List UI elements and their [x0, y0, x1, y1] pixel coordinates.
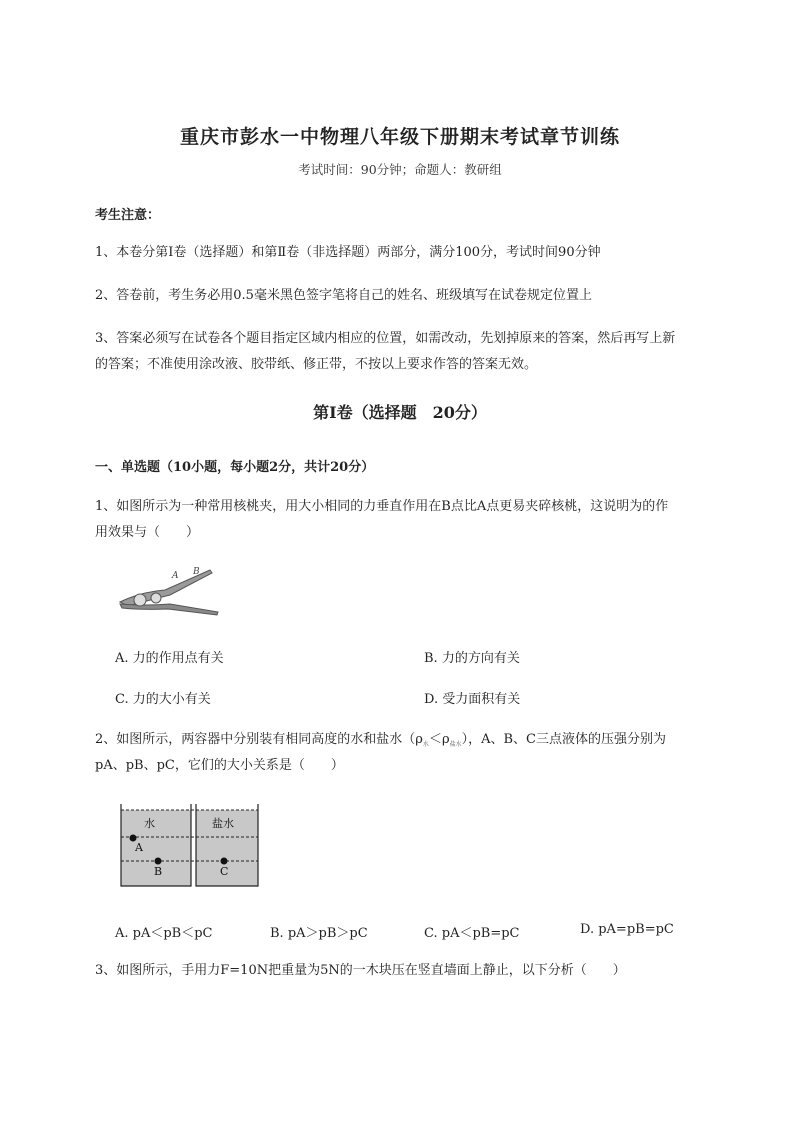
notice-item-3-cont: 的答案；不准使用涂改液、胶带纸、修正带，不按以上要求作答的答案无效。: [95, 357, 538, 372]
section-title: 第Ⅰ卷（选择题 20分）: [313, 403, 487, 422]
q1-option-d[interactable]: D. 受力面积有关: [424, 692, 521, 707]
point-c-label: C: [220, 865, 229, 878]
notice-heading: 考生注意：: [95, 208, 161, 223]
q2-stem-pre: 2、如图所示，两容器中分别装有相同高度的水和盐水（ρ: [95, 732, 423, 747]
question-type-heading: 一、单选题（10小题，每小题2分，共计20分）: [95, 460, 375, 475]
nutcracker-label-b: B: [193, 567, 200, 577]
q2-option-c[interactable]: C. pA＜pB=pC: [424, 926, 520, 941]
saltwater-label: 盐水: [212, 817, 234, 830]
q2-option-b[interactable]: B. pA＞pB＞pC: [270, 926, 368, 941]
q2-option-d[interactable]: D. pA=pB=pC: [580, 922, 674, 937]
point-a-label: A: [135, 841, 143, 854]
point-c-dot: [221, 858, 228, 865]
q1-stem-line2: 用效果与（ ）: [95, 525, 200, 540]
point-b-dot: [155, 858, 162, 865]
notice-item-1: 1、本卷分第Ⅰ卷（选择题）和第Ⅱ卷（非选择题）两部分，满分100分，考试时间90分钟: [95, 245, 601, 260]
water-label: 水: [144, 817, 155, 830]
q2-rho-salt: 盐水: [449, 741, 462, 748]
q2-stem-post: ），A、B、C三点液体的压强分别为: [461, 732, 666, 747]
q2-stem-mid: ＜ρ: [428, 732, 450, 747]
point-b-label: B: [154, 865, 163, 878]
containers-figure: [118, 800, 263, 890]
exam-info: 考试时间：90分钟；命题人：教研组: [298, 162, 502, 177]
q2-stem-line2: pA、pB、pC，它们的大小关系是（ ）: [95, 758, 344, 773]
page-title: 重庆市彭水一中物理八年级下册期末考试章节训练: [179, 126, 620, 148]
notice-item-2: 2、答卷前，考生务必用0.5毫米黑色签字笔将自己的姓名、班级填写在试卷规定位置上: [95, 288, 592, 303]
q1-stem-line1: 1、如图所示为一种常用核桃夹，用大小相同的力垂直作用在B点比A点更易夹碎核桃，这说明为的作: [95, 499, 669, 514]
q3-stem-line1: 3、如图所示，手用力F=10N把重量为5N的一木块压在竖直墙面上静止，以下分析（ ）: [95, 963, 626, 978]
nutcracker-figure: [110, 562, 225, 622]
q1-option-b[interactable]: B. 力的方向有关: [424, 651, 520, 666]
notice-item-3: 3、答案必须写在试卷各个题目指定区域内相应的位置，如需改动，先划掉原来的答案，然后再写上新: [95, 331, 676, 346]
nutcracker-label-a: A: [172, 571, 179, 581]
q2-option-a[interactable]: A. pA＜pB＜pC: [115, 926, 213, 941]
q2-rho-water: 水: [422, 741, 429, 748]
q1-option-c[interactable]: C. 力的大小有关: [115, 692, 211, 707]
q1-option-a[interactable]: A. 力的作用点有关: [115, 651, 224, 666]
